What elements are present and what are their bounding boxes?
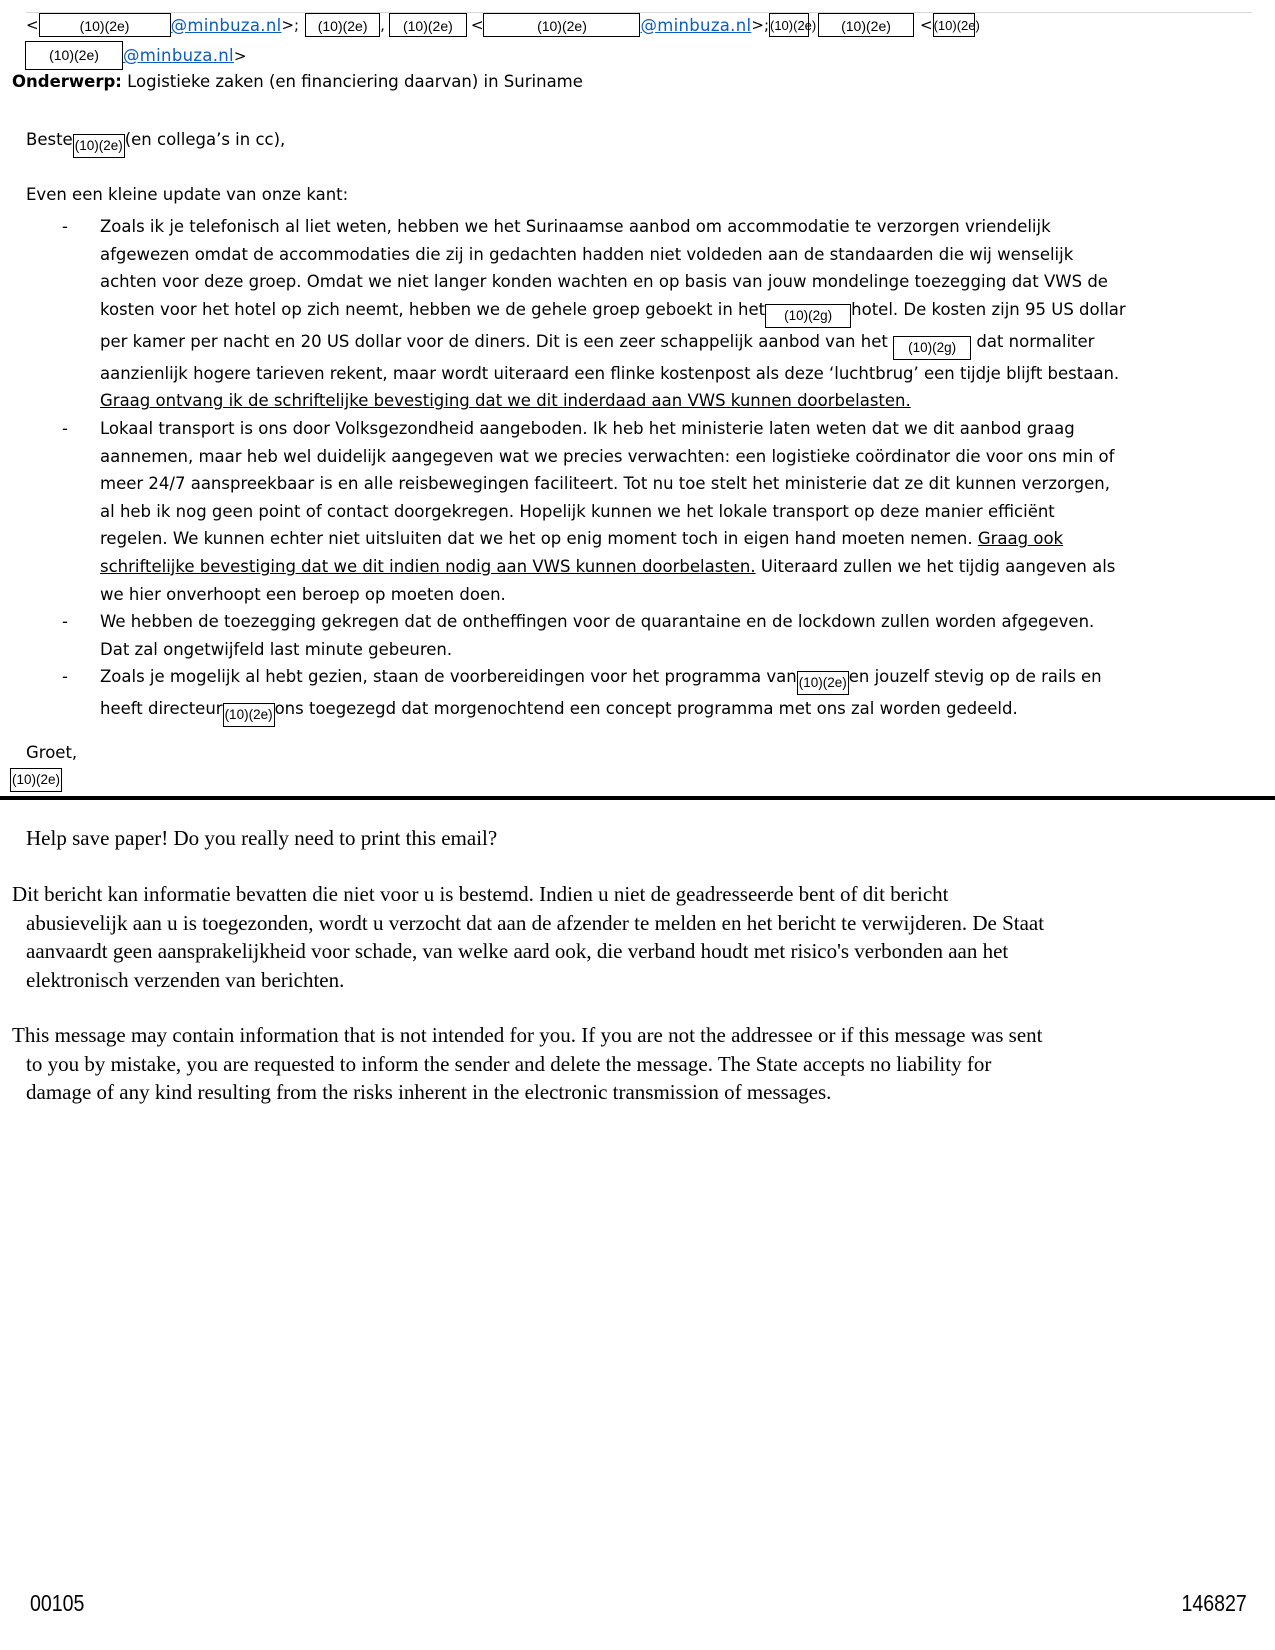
list-line [100, 525, 1260, 553]
bullet-dash: - [62, 418, 68, 438]
recipients-line-1 [26, 13, 980, 37]
bullet-dash: - [62, 217, 68, 236]
update-list [60, 213, 1260, 727]
save-paper-text: Help save paper! Do you really need to print this email? [26, 826, 498, 850]
subject-label: Onderwerp: [12, 72, 122, 91]
angle-close: > [233, 46, 247, 65]
redaction-box: (10)(2e) [933, 13, 975, 37]
dutch-disclaimer [12, 880, 1252, 994]
angle-open: < [470, 16, 484, 34]
redaction-box: (10)(2e) [389, 13, 467, 37]
list-line [100, 296, 1260, 328]
list-line: al heb ik nog geen point of contact doorgekregen. Hopelijk kunnen we het lokale transport op deze manier efficiënt [100, 501, 1055, 521]
redaction-box: (10)(2e) [483, 13, 640, 37]
redaction-box: (10)(2g) [893, 336, 971, 360]
list-line [100, 328, 1260, 360]
list-item [60, 213, 1260, 415]
document-id-right: 146827 [1181, 1590, 1247, 1616]
redaction-box: (10)(2e) [39, 13, 171, 37]
disclaimer-divider [0, 796, 1275, 800]
recipients-line-2 [25, 41, 246, 70]
list-line: aannemen, maar heb wel duidelijk aangegeven wat we precies verwachten: een logistieke coördinator die voor ons min of [100, 446, 1115, 466]
subject-line [12, 72, 583, 91]
text-segment: Zoals je mogelijk al hebt gezien, staan de voorbereidingen voor het programma van [100, 667, 797, 687]
save-paper-notice [12, 824, 1252, 853]
disclaimer-line: abusievelijk aan u is toegezonden, wordt u verzocht dat aan de afzender te melden en het bericht te verwijderen. De Staat [26, 910, 1045, 935]
separator: , [380, 16, 385, 34]
list-line: we hier onverhoopt een beroep op moeten doen. [100, 584, 506, 604]
redaction-box: (10)(2g) [765, 304, 851, 328]
redaction-box: (10)(2e) [797, 671, 849, 695]
bullet-dash: - [62, 612, 68, 632]
separator: >; [751, 16, 769, 34]
text-segment: per kamer per nacht en 20 US dollar voor de diners. Dit is een zeer schappelijk aanbod van het [100, 331, 888, 351]
list-line: afgewezen omdat de accommodaties die zij in gedachten hadden niet voldeden aan de standaarden die wij wenselijk [100, 244, 1074, 264]
underlined-request: Graag ontvang ik de schriftelijke bevestiging dat we dit inderdaad aan VWS kunnen doorbelasten. [100, 391, 911, 411]
text-segment: hotel. De kosten zijn 95 US dollar [851, 299, 1126, 319]
list-line [100, 553, 1260, 581]
disclaimer-line: This message may contain information that is not intended for you. If you are not the addressee or if this message was sent [12, 1023, 1043, 1047]
page-number-left: 00105 [30, 1590, 85, 1616]
list-item [60, 663, 1260, 727]
greeting-prefix: Beste [26, 130, 73, 149]
english-disclaimer [12, 1021, 1252, 1107]
greeting [26, 130, 285, 158]
text-segment: en jouzelf stevig op de rails en [848, 667, 1102, 687]
disclaimer-line: elektronisch verzenden van berichten. [26, 967, 345, 992]
list-item [60, 608, 1260, 663]
angle-open: < [26, 16, 39, 34]
redaction-box: (10)(2e) [769, 13, 809, 37]
text-segment: dat normaliter [976, 331, 1095, 351]
list-line [100, 695, 1260, 727]
list-line: aanzienlijk hogere tarieven rekent, maar wordt uiteraard een flinke kostenpost als deze ‘luchtbrug’ een tijdje blijft bestaan. [100, 363, 1120, 383]
underlined-request: Graag ook [977, 529, 1064, 549]
bullet-dash: - [62, 667, 68, 687]
list-line: We hebben de toezegging gekregen dat de ontheffingen voor de quarantaine en de lockdown zullen worden afgegeven. [100, 612, 1095, 632]
redaction-box: (10)(2e) [818, 13, 914, 37]
disclaimer-line: damage of any kind resulting from the risks inherent in the electronic transmission of messages. [26, 1080, 832, 1104]
intro-text: Even een kleine update van onze kant: [26, 185, 349, 204]
list-line [100, 663, 1260, 695]
closing: Groet, [26, 743, 78, 762]
email-link[interactable]: @minbuza.nl [640, 15, 752, 35]
redaction-box: (10)(2e) [73, 134, 125, 158]
list-line: achten voor deze groep. Omdat we niet langer konden wachten en op basis van jouw mondelinge toezegging dat VWS de [100, 272, 1108, 292]
greeting-suffix: (en collega’s in cc), [124, 130, 286, 149]
list-line: Dat zal ongetwijfeld last minute gebeuren. [100, 639, 453, 659]
text-segment: ons toegezegd dat morgenochtend een concept programma met ons zal worden gedeeld. [274, 699, 1018, 719]
disclaimer-line: Dit bericht kan informatie bevatten die niet voor u is bestemd. Indien u niet de geadresseerde bent of dit bericht [12, 882, 949, 906]
redaction-box: (10)(2e) [10, 768, 62, 792]
disclaimer-line: aanvaardt geen aansprakelijkheid voor schade, van welke aard ook, die verband houdt met risico's verbonden aan het [26, 939, 1009, 963]
angle-open: < [920, 16, 933, 34]
separator: >; [281, 16, 300, 34]
redaction-box: (10)(2e) [223, 703, 275, 727]
text-segment: Uiteraard zullen we het tijdig aangeven als [755, 556, 1116, 576]
list-line: Zoals ik je telefonisch al liet weten, hebben we het Surinaamse aanbod om accommodatie te verzorgen vriendelijk [100, 217, 1051, 236]
text-segment: kosten voor het hotel op zich neemt, hebben we de gehele groep geboekt in het [100, 299, 766, 319]
signature [10, 768, 62, 792]
disclaimer-line: to you by mistake, you are requested to inform the sender and delete the message. The State accepts no liability for [26, 1051, 992, 1076]
list-line: Lokaal transport is ons door Volksgezondheid aangeboden. Ik heb het ministerie laten weten dat we dit aanbod graag [100, 418, 1075, 438]
text-segment: regelen. We kunnen echter niet uitsluiten dat we het op enig moment toch in eigen hand moeten nemen. [100, 529, 978, 549]
underlined-request: schriftelijke bevestiging dat we dit indien nodig aan VWS kunnen doorbelasten. [100, 556, 756, 576]
list-line: meer 24/7 aanspreekbaar is en alle reisbewegingen faciliteert. Tot nu toe stelt het ministerie dat ze dit kunnen verzorgen, [100, 474, 1110, 494]
redaction-box: (10)(2e) [25, 41, 123, 70]
text-segment: heeft directeur [100, 699, 223, 719]
redaction-box: (10)(2e) [305, 13, 380, 37]
email-link[interactable]: @minbuza.nl [170, 15, 282, 35]
list-item [60, 415, 1260, 608]
email-link[interactable]: @minbuza.nl [123, 46, 234, 65]
subject-value: Logistieke zaken (en financiering daarvan) in Suriname [127, 72, 583, 91]
